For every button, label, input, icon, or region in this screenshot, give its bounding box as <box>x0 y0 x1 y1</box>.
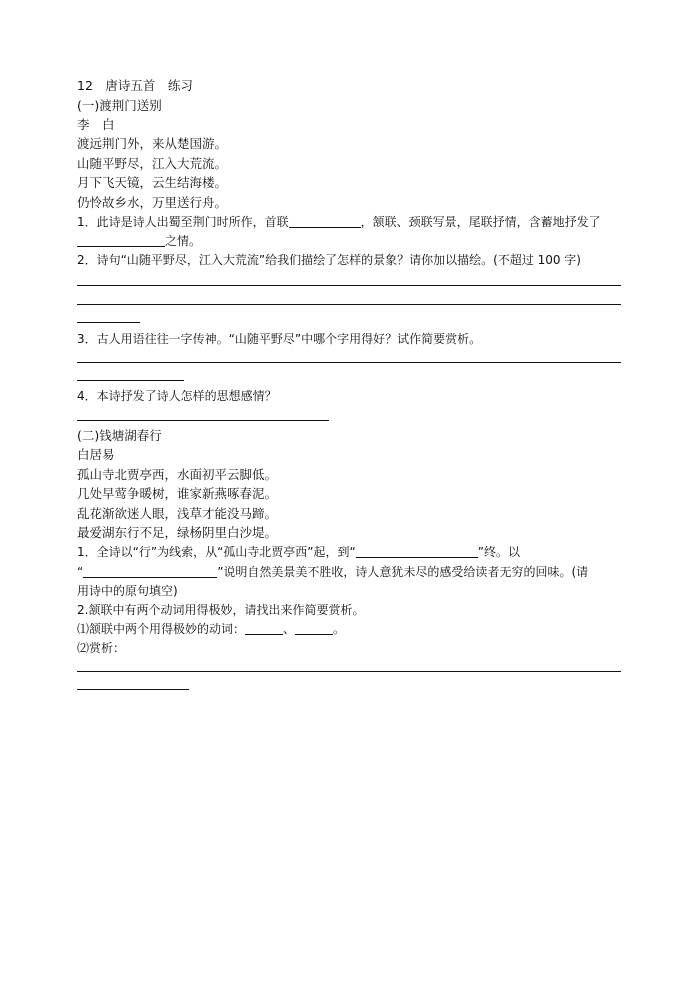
poem2-q1-text-b: ”终。以 <box>477 545 520 559</box>
poem1-q1-text-c: 之情。 <box>165 234 202 248</box>
poem1-q1-text-a: 1．此诗是诗人出蜀至荆门时所作，首联 <box>77 215 289 229</box>
poem2-q1-text-d: ”说明自然美景美不胜收，诗人意犹未尽的感受给读者无穷的回味。(请 <box>217 565 589 579</box>
poem2-section-title: (二)钱塘湖春行 <box>77 428 162 443</box>
answer-line[interactable] <box>77 671 621 672</box>
answer-line[interactable] <box>77 362 621 363</box>
poem2-question-1-cont <box>77 564 588 580</box>
answer-line[interactable] <box>77 420 329 421</box>
poem1-q1-text-b: ，颔联、颈联写景，尾联抒情，含蓄地抒发了 <box>360 215 601 229</box>
answer-line[interactable] <box>77 304 621 305</box>
poem2-question-1-cont2: 用诗中的原句填空) <box>77 584 178 598</box>
poem1-line-2: 山随平野尽，江入大荒流。 <box>77 156 228 171</box>
poem2-q2-blank-2[interactable] <box>295 622 333 635</box>
poem1-line-1: 渡远荆门外，来从楚国游。 <box>77 136 228 151</box>
poem1-question-4: 4．本诗抒发了诗人怎样的思想感情？ <box>77 389 277 403</box>
answer-line[interactable] <box>77 322 140 323</box>
poem2-question-2-sub-2: ⑵赏析： <box>77 641 126 655</box>
poem2-line-3: 乱花渐欲迷人眼，浅草才能没马蹄。 <box>77 506 278 521</box>
poem1-question-1-cont <box>77 233 201 249</box>
page-title: 12 唐诗五首 练习 <box>77 78 193 93</box>
poem1-q1-blank-2[interactable] <box>77 234 165 247</box>
poem2-q2-sub1-end: 。 <box>333 622 346 636</box>
poem2-question-1 <box>77 544 520 560</box>
poem1-section-title: (一)渡荆门送别 <box>77 98 162 113</box>
answer-line[interactable] <box>77 285 621 286</box>
poem2-question-2: 2.颔联中有两个动词用得极妙，请找出来作简要赏析。 <box>77 603 365 617</box>
poem2-line-2: 几处早莺争暖树，谁家新燕啄春泥。 <box>77 486 278 501</box>
poem2-q1-text-a: 1．全诗以“行”为线索，从“孤山寺北贾亭西”起，到“ <box>77 545 356 559</box>
poem1-question-1 <box>77 214 601 230</box>
poem1-question-3: 3．古人用语往往一字传神。“山随平野尽”中哪个字用得好？试作简要赏析。 <box>77 332 482 346</box>
poem1-author: 李 白 <box>77 117 115 132</box>
poem2-author: 白居易 <box>77 447 115 462</box>
poem2-line-1: 孤山寺北贾亭西，水面初平云脚低。 <box>77 467 278 482</box>
poem2-line-4: 最爱湖东行不足，绿杨阴里白沙堤。 <box>77 525 278 540</box>
poem2-question-2-sub-1 <box>77 621 345 637</box>
poem2-q2-sub1-separator: 、 <box>283 622 296 636</box>
poem1-q1-blank-1[interactable] <box>289 215 361 228</box>
answer-line[interactable] <box>77 689 189 690</box>
poem2-q2-sub1-text: ⑴颔联中两个用得极妙的动词： <box>77 622 246 636</box>
poem1-line-3: 月下飞天镜，云生结海楼。 <box>77 175 228 190</box>
poem2-q2-blank-1[interactable] <box>245 622 283 635</box>
poem2-q1-blank-2[interactable] <box>83 565 217 578</box>
poem1-line-4: 仍怜故乡水，万里送行舟。 <box>77 195 228 210</box>
answer-line[interactable] <box>77 380 184 381</box>
poem2-q1-text-c: “ <box>77 565 84 579</box>
poem2-q1-blank-1[interactable] <box>356 545 478 558</box>
poem1-question-2: 2．诗句“山随平野尽，江入大荒流”给我们描绘了怎样的景象？请你加以描绘。(不超过 100 字) <box>77 253 581 267</box>
